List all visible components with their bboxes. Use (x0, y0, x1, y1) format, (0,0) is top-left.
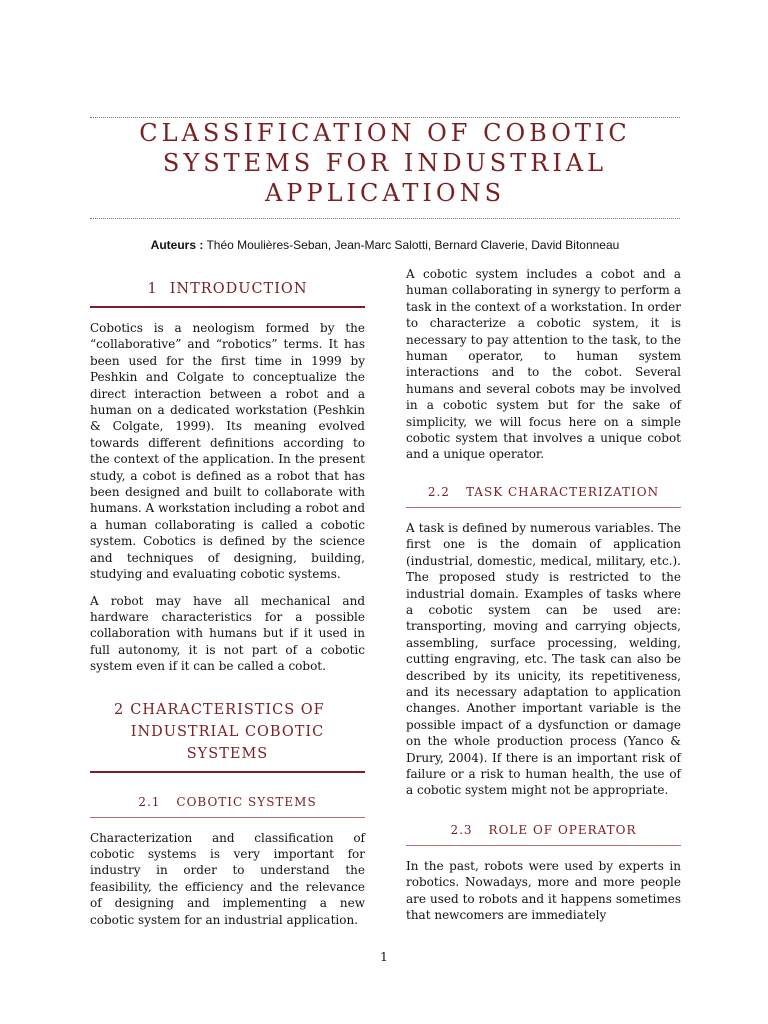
document-title (90, 118, 680, 208)
heading-cobotic-systems (90, 793, 365, 818)
authors-names: Théo Moulières-Seban, Jean-Marc Salotti, Bernard Claverie, David Bitonneau (203, 238, 620, 252)
page-number: 1 (380, 950, 388, 964)
heading-number: 2.2 (427, 484, 450, 499)
heading-introduction (90, 278, 365, 308)
authors-line (90, 238, 680, 252)
heading-title: ROLE OF OPERATOR (488, 822, 637, 837)
heading-title-line-1: CHARACTERISTICS OF (130, 701, 325, 718)
title-line-3: APPLICATIONS (264, 179, 506, 207)
left-column (90, 262, 365, 928)
heading-title-line-2: INDUSTRIAL COBOTIC (130, 723, 325, 740)
title-bottom-rule (90, 218, 680, 219)
heading-number: 2.3 (450, 822, 473, 837)
heading-role-of-operator (406, 821, 681, 846)
heading-number: 2 (114, 701, 125, 718)
heading-title: INTRODUCTION (169, 281, 308, 297)
heading-title-line-3: SYSTEMS (186, 745, 269, 762)
heading-task-characterization (406, 483, 681, 508)
role-of-operator-paragraph: In the past, robots were used by experts in robotics. Nowadays, more and more people are used to robots and it happens sometimes that newcomers are immediately (406, 858, 681, 922)
intro-paragraph-1: Cobotics is a neologism formed by the “collaborative” and “robotics” terms. It has been used for the first time in 1999 by Peshkin and Colgate to conceptualize the direct interaction between a robot and a human on a dedicated workstation (Peshkin & Colgate, 1999). Its meaning evolved towards different definitions according to the context of the application. In the present study, a cobot is defined as a robot that has been designed and built to collaborate with humans. A workstation including a robot and a human collaborating is called a cobotic system. Cobotics is defined by the science and techniques of designing, building, studying and evaluating cobotic systems. (90, 321, 365, 582)
authors-label: Auteurs : (150, 238, 204, 252)
cobotic-systems-paragraph: Characterization and classification of cobotic systems is very important for industry in order to understand the feasibility, the efficiency and the relevance of designing and implementing a new cobotic system for an industrial application. (90, 830, 365, 927)
title-line-1: CLASSIFICATION OF COBOTIC (139, 119, 631, 147)
heading-title: COBOTIC SYSTEMS (176, 794, 317, 809)
heading-number: 1 (147, 281, 158, 297)
intro-paragraph-2: A robot may have all mechanical and hardware characteristics for a possible collaboration with humans but if it used in full autonomy, it is not part of a cobotic system even if it can be called a cobot. (90, 593, 365, 674)
heading-number: 2.1 (138, 794, 161, 809)
heading-title: TASK CHARACTERIZATION (465, 484, 660, 499)
right-column (406, 262, 681, 923)
cobotic-system-paragraph: A cobotic system includes a cobot and a human collaborating in synergy to perform a task in the context of a workstation. In order to characterize a cobotic system, it is necessary to pay attention to the task, to the human operator, to human system interactions and to the cobot. Several humans and several cobots may be involved in a cobotic system but for the sake of simplicity, we will focus here on a simple cobotic system that involves a unique cobot and a unique operator. (406, 267, 681, 462)
heading-characteristics (90, 699, 365, 773)
task-characterization-paragraph: A task is defined by numerous variables. The first one is the domain of application (industrial, domestic, medical, military, etc.). The proposed study is restricted to the industrial domain. Examples of tasks where a cobotic system can be used are: transporting, moving and carrying objects, assembling, surface processing, welding, cutting engraving, etc. The task can also be described by its unicity, its repetitiveness, and its necessary adaptation to application changes. Another important variable is the possible impact of a dysfunction or damage on the whole production process (Yanco & Drury, 2004). If there is an important risk of failure or a risk to human health, the use of a cobotic system might not be appropriate. (406, 520, 681, 798)
title-line-2: SYSTEMS FOR INDUSTRIAL (162, 149, 608, 177)
